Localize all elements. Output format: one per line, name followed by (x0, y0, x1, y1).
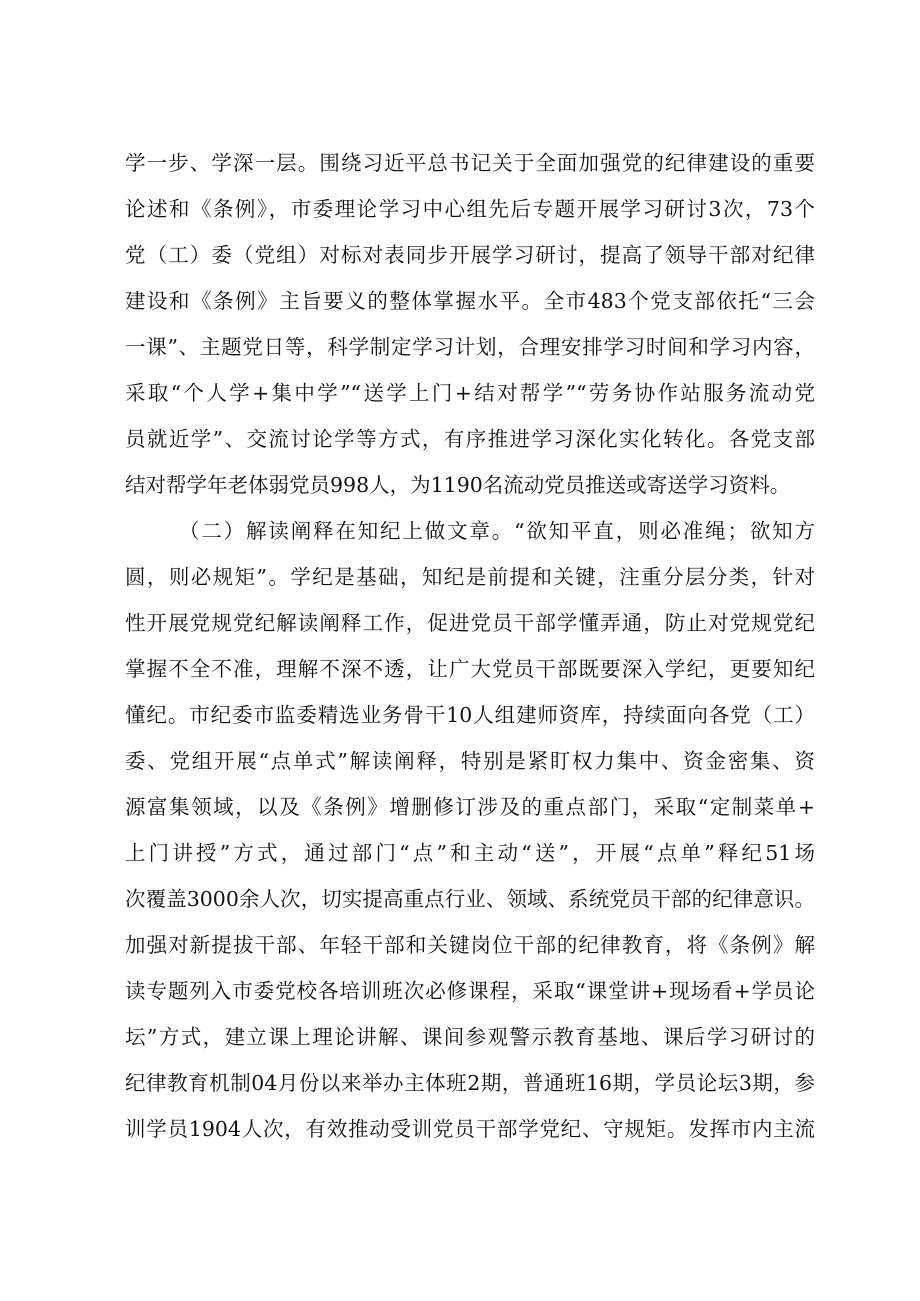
text-line: 上门讲授”方式，通过部门“点”和主动“送”，开展“点单”释纪51场 (125, 841, 815, 865)
text-line: 训学员1904人次，有效推动受训党员干部学党纪、守规矩。发挥市内主流 (125, 1117, 815, 1141)
text-line: 委、党组开展“点单式”解读阐释，特别是紧盯权力集中、资金密集、资 (125, 749, 815, 773)
text-line: 坛”方式，建立课上理论讲解、课间参观警示教育基地、课后学习研讨的 (125, 1025, 815, 1049)
text-line: 员就近学”、交流讨论学等方式，有序推进学习深化实化转化。各党支部 (125, 427, 815, 451)
text-line: 懂纪。市纪委市监委精选业务骨干10人组建师资库，持续面向各党（工） (125, 703, 815, 727)
text-line: 建设和《条例》主旨要义的整体掌握水平。全市483个党支部依托“三会 (125, 289, 815, 313)
section-heading-line: （二）解读阐释在知纪上做文章。“欲知平直，则必准绳；欲知方 (179, 519, 815, 543)
text-line: 掌握不全不准，理解不深不透，让广大党员干部既要深入学纪，更要知纪 (125, 657, 815, 681)
text-line: 结对帮学年老体弱党员998人，为1190名流动党员推送或寄送学习资料。 (125, 473, 791, 497)
text-line: 纪律教育机制04月份以来举办主体班2期，普通班16期，学员论坛3期，参 (125, 1071, 815, 1095)
text-line: 次覆盖3000余人次，切实提高重点行业、领域、系统党员干部的纪律意识。 (125, 887, 815, 911)
text-line: 一课”、主题党日等，科学制定学习计划，合理安排学习时间和学习内容， (125, 335, 815, 359)
text-line: 圆，则必规矩”。学纪是基础，知纪是前提和关键，注重分层分类，针对 (125, 565, 815, 589)
text-line: 读专题列入市委党校各培训班次必修课程，采取“课堂讲+现场看+学员论 (125, 979, 815, 1003)
text-line: 学一步、学深一层。围绕习近平总书记关于全面加强党的纪律建设的重要 (125, 151, 815, 175)
text-line: 加强对新提拔干部、年轻干部和关键岗位干部的纪律教育，将《条例》解 (125, 933, 815, 957)
text-line: 论述和《条例》，市委理论学习中心组先后专题开展学习研讨3次，73个 (125, 197, 815, 221)
text-line: 性开展党规党纪解读阐释工作，促进党员干部学懂弄通，防止对党规党纪 (125, 611, 815, 635)
text-line: 源富集领域，以及《条例》增删修订涉及的重点部门，采取“定制菜单+ (125, 795, 815, 819)
text-line: 党（工）委（党组）对标对表同步开展学习研讨，提高了领导干部对纪律 (125, 243, 815, 267)
body-text (125, 146, 815, 1158)
text-line: 采取“个人学+集中学”“送学上门+结对帮学”“劳务协作站服务流动党 (125, 381, 815, 405)
